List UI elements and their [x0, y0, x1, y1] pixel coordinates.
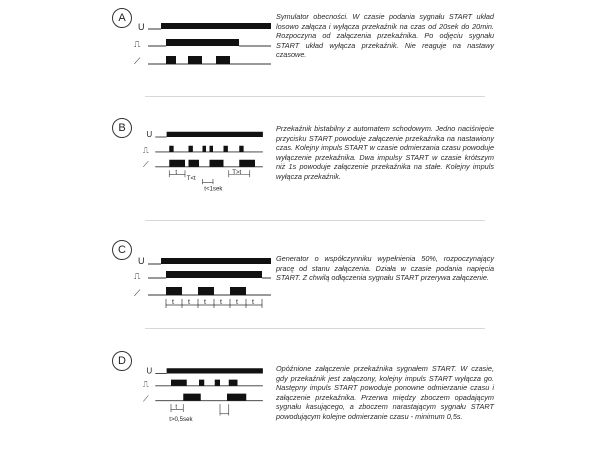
relay-contact-symbol: ⟋	[143, 159, 149, 169]
timing-diagram-d	[136, 363, 276, 433]
relay-pulse	[198, 287, 214, 295]
timing-label: t	[204, 299, 206, 306]
relay-pulse	[210, 160, 224, 167]
relay-pulse	[188, 56, 202, 64]
timing-diagram-b	[136, 130, 276, 200]
timing-label: t	[175, 168, 178, 176]
description-text: Przekaźnik bistabilny z automatem schodowym. Jedno naciśnięcie przycisku START powoduje załączenie przekaźnika na nastawiony czas. Kolejny impuls START w czasie odmierzania czasu powoduje wyłączenie przekaźnika. Dwa impulsy START w czasie krótszym niż 1s powoduje załączenie przekaźnika na stałe. Kolejny impuls wyłącza przekaźnik.	[276, 124, 494, 181]
section-c	[0, 232, 600, 344]
section-a	[0, 0, 600, 112]
section-letter-badge: A	[112, 8, 132, 28]
relay-contact-symbol: ⟋	[143, 394, 149, 404]
relay-pulse	[239, 160, 255, 167]
start-pulse	[169, 146, 173, 152]
relay-pulse	[183, 394, 201, 401]
relay-pulse	[227, 394, 246, 401]
relay-pulse	[166, 56, 176, 64]
start-pulse	[203, 146, 207, 152]
start-pulse	[239, 146, 243, 152]
start-signal-symbol: ⎍	[134, 39, 141, 49]
supply-label: U	[138, 22, 145, 32]
timing-label: t>0,5sek	[169, 415, 193, 423]
relay-pulse	[230, 287, 246, 295]
relay-pulse	[216, 56, 230, 64]
relay-contact-symbol: ⟋	[134, 288, 141, 298]
start-signal-symbol: ⎍	[143, 145, 149, 155]
supply-pulse	[161, 258, 271, 264]
start-pulse	[224, 146, 228, 152]
section-d	[0, 340, 600, 452]
timing-label: T<t	[186, 174, 196, 182]
timing-label: t	[188, 299, 190, 306]
start-pulse	[215, 380, 220, 386]
start-pulse	[210, 146, 214, 152]
relay-pulse	[166, 287, 182, 295]
supply-label: U	[138, 256, 145, 266]
description-text: Symulator obecności. W czasie podania sygnału START układ losowo załącza i wyłącza przekaźnik na czas od 20sek do 20min. Rozpoczyna od załączenia przekaźnika. Po odjęciu sygnału START układ wyłącza przekaźnik. Nie reaguje na nastawy czasowe.	[276, 12, 494, 60]
timing-label: T>t	[232, 168, 242, 176]
timing-label: t	[175, 403, 178, 411]
timing-label: t	[172, 299, 174, 306]
start-pulse	[199, 380, 204, 386]
start-pulse	[171, 380, 187, 386]
timing-diagram-c	[136, 252, 276, 322]
supply-pulse	[167, 368, 263, 373]
timing-label: t	[252, 299, 254, 306]
supply-label: U	[146, 366, 153, 376]
section-b	[0, 112, 600, 224]
start-pulse	[166, 39, 239, 46]
divider	[145, 328, 485, 329]
start-pulse	[189, 146, 193, 152]
divider	[145, 96, 485, 97]
description-text: Opóźnione załączenie przekaźnika sygnałem START. W czasie, gdy przekaźnik jest załączony, kolejny impuls START wyłącza go. Następny impuls START powoduje ponowne odmierzanie czasu i załączenie przekaźnika. Przerwa między zboczem opadającym sygnału kasującego, a zboczem narastającym sygnału START powodującym kolejne odmierzanie czasu - minimum 0,5s.	[276, 364, 494, 421]
section-letter-badge: D	[112, 351, 132, 371]
section-letter-badge: C	[112, 240, 132, 260]
timing-label: t	[220, 299, 222, 306]
timing-diagram-a	[136, 16, 276, 86]
timing-label: t	[236, 299, 238, 306]
supply-label: U	[146, 130, 153, 139]
relay-contact-symbol: ⟋	[134, 56, 141, 66]
supply-pulse	[161, 23, 271, 29]
relay-pulse	[169, 160, 185, 167]
start-pulse	[229, 380, 238, 386]
timing-label: t<1sek	[204, 185, 223, 193]
description-text: Generator o współczynniku wypełnienia 50%, rozpoczynający pracę od stanu załączenia. Działa w czasie podania napięcia START. Z chwilą odłączenia sygnału START przerywa załączenie.	[276, 254, 494, 283]
divider	[145, 220, 485, 221]
relay-pulse	[189, 160, 200, 167]
start-pulse	[166, 271, 262, 278]
supply-pulse	[167, 132, 263, 137]
start-signal-symbol: ⎍	[143, 379, 149, 389]
section-letter-badge: B	[112, 118, 132, 138]
start-signal-symbol: ⎍	[134, 271, 141, 281]
